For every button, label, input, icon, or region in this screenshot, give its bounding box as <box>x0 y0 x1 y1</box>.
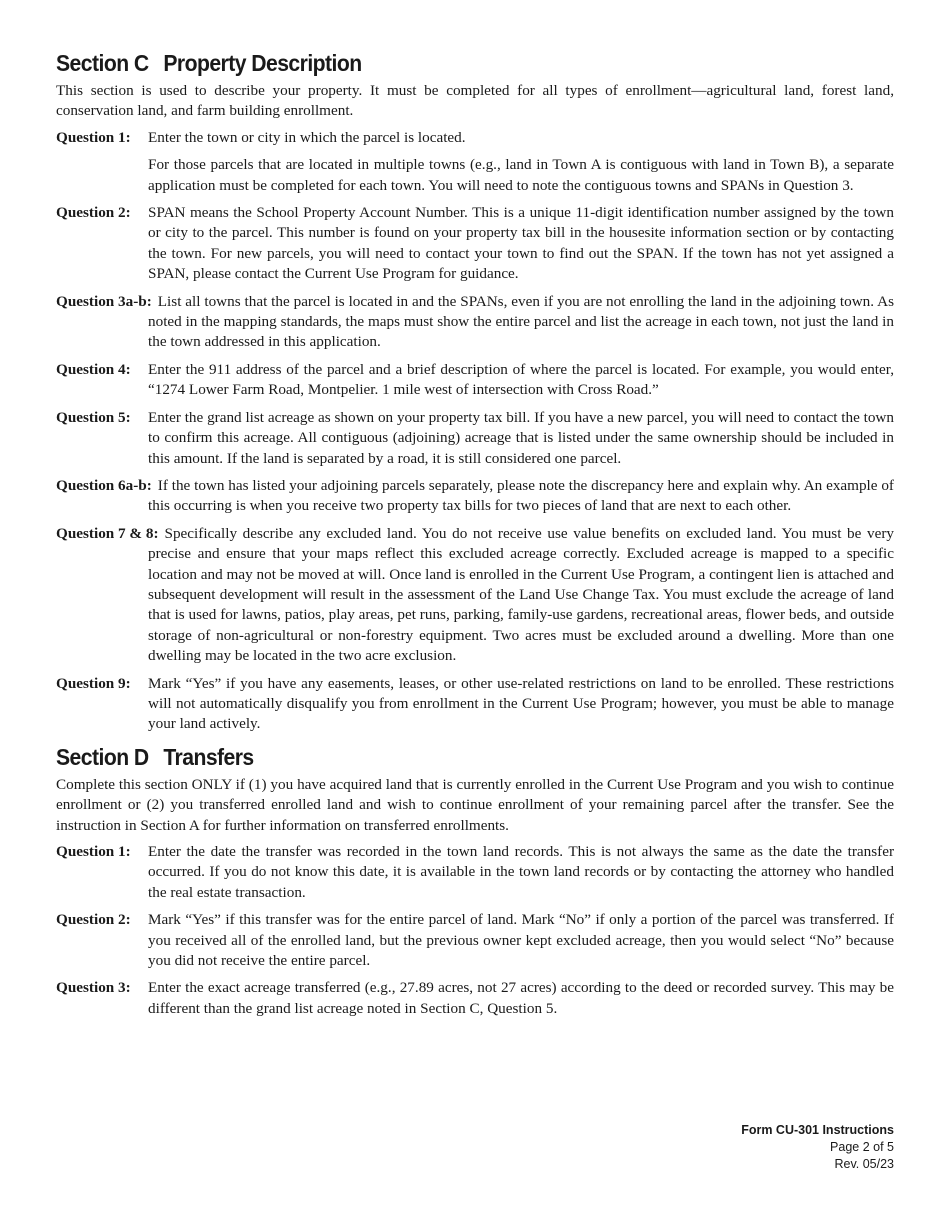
question-label: Question 1: <box>56 843 131 860</box>
form-name: Form CU-301 Instructions <box>741 1123 894 1137</box>
question-text: Enter the town or city in which the parcel is located. <box>148 128 466 146</box>
question-label: Question 9: <box>56 674 131 692</box>
question-label: Question 3a-b: <box>56 292 152 310</box>
c-question-7-8 <box>56 524 894 667</box>
question-label: Question 1: <box>56 128 131 146</box>
page-number: Page 2 of 5 <box>830 1140 894 1154</box>
section-d-intro: Complete this section ONLY if (1) you have acquired land that is currently enrolled in the Current Use Program and you wish to continue enrollment or (2) you transferred enrolled land and wish to continue enrollment of your remaining parcel after the transfer. See the instruction in Section A for further information on transferred enrollments. <box>56 775 894 834</box>
section-c-title: Property Description <box>163 50 362 76</box>
page-footer <box>741 1122 894 1173</box>
question-label: Question 7 & 8: <box>56 524 159 542</box>
instructions-page <box>56 48 894 1026</box>
c-question-1 <box>56 128 894 148</box>
c-question-4 <box>56 360 894 401</box>
question-text: List all towns that the parcel is located in and the SPANs, even if you are not enrolling the land in the adjoining town. As noted in the mapping standards, the maps must show the entire parcel and list the acreage in each town, not just the land in the town addressed in this application. <box>148 292 894 351</box>
section-d-label: Section D <box>56 743 149 770</box>
question-label: Question 5: <box>56 408 131 426</box>
c-question-9 <box>56 674 894 735</box>
question-text: Enter the 911 address of the parcel and a brief description of where the parcel is located. For example, you would enter, “1274 Lower Farm Road, Montpelier. 1 mile west of intersection with Cross Road.” <box>148 360 894 399</box>
d-question-2 <box>56 910 894 971</box>
question-text: Enter the exact acreage transferred (e.g., 27.89 acres, not 27 acres) according to the deed or recorded survey. This may be different than the grand list acreage noted in Section C, Question 5. <box>148 979 894 1017</box>
section-c-label: Section C <box>56 50 149 76</box>
c-question-1-note: For those parcels that are located in multiple towns (e.g., land in Town A is contiguous with land in Town B), a separate application must be completed for each town. You will need to note the contiguous towns and SPANs in Question 3. <box>148 156 894 194</box>
question-label: Question 4: <box>56 360 131 378</box>
question-text: Mark “Yes” if this transfer was for the entire parcel of land. Mark “No” if only a portion of the parcel was transferred. If you received all of the enrolled land, but the previous owner kept excluded acreage, then you would select “No” because you did not receive the entire parcel. <box>148 911 894 970</box>
section-c <box>56 48 894 735</box>
c-question-2 <box>56 203 894 285</box>
question-label: Question 6a-b: <box>56 476 152 494</box>
c-question-3 <box>56 292 894 353</box>
section-c-intro: This section is used to describe your property. It must be completed for all types of enrollment—agricultural land, forest land, conservation land, and farm building enrollment. <box>56 82 894 120</box>
question-label: Question 2: <box>56 204 131 222</box>
question-text: SPAN means the School Property Account Number. This is a unique 11-digit identification number assigned by the town or city to the parcel. This number is found on your property tax bill in the housesite information section or by contacting the town. For new parcels, you will need to contact your town to find out the SPAN. If the town has not yet assigned a SPAN, please contact the Current Use Program for guidance. <box>148 204 894 283</box>
section-d-heading <box>56 742 827 772</box>
section-d-title: Transfers <box>163 743 254 770</box>
d-question-3 <box>56 978 894 1019</box>
question-text: Enter the grand list acreage as shown on your property tax bill. If you have a new parcel, you will need to contact the town to confirm this acreage. All contiguous (adjoining) acreage that is listed under the same ownership should be included in this amount. If the land is separated by a road, it is still considered one parcel. <box>148 408 894 467</box>
c-question-5 <box>56 408 894 469</box>
question-label: Question 2: <box>56 911 131 929</box>
question-text: If the town has listed your adjoining parcels separately, please note the discrepancy here and explain why. An example of this occurring is when you receive two property tax bills for two pieces of land that are next to each other. <box>148 476 894 515</box>
c-question-6 <box>56 476 894 517</box>
question-text: Enter the date the transfer was recorded in the town land records. This is not always the same as the date the transfer occurred. If you do not know this date, it is available in the town land records or by contacting the attorney who handled the real estate transaction. <box>148 843 894 901</box>
revision-date: Rev. 05/23 <box>834 1157 894 1171</box>
d-question-1 <box>56 842 894 903</box>
section-d <box>56 742 894 1019</box>
question-label: Question 3: <box>56 979 131 997</box>
section-c-heading <box>56 48 827 78</box>
question-text: Mark “Yes” if you have any easements, leases, or other use-related restrictions on land to be enrolled. These restrictions will not automatically disqualify you from enrollment in the Current Use Program; however, you must be able to manage your land actively. <box>148 674 894 733</box>
question-text: Specifically describe any excluded land. You do not receive use value benefits on excluded land. You must be very precise and ensure that your maps reflect this excluded acreage correctly. Excluded acreage is mapped to a specific location and may not be moved at will. Once land is enrolled in the Current Use Program, a contingent lien is attached and subsequent development will result in the assessment of the Land Use Change Tax. You must exclude the acreage of land that is used for lawns, patios, play areas, pet runs, parking, family-use gardens, recreational areas, flower beds, and outside storage of non-agricultural or non-forestry equipment. Two acres must be excluded around a dwelling. More than one dwelling may be located in the two acre exclusion. <box>148 524 894 665</box>
